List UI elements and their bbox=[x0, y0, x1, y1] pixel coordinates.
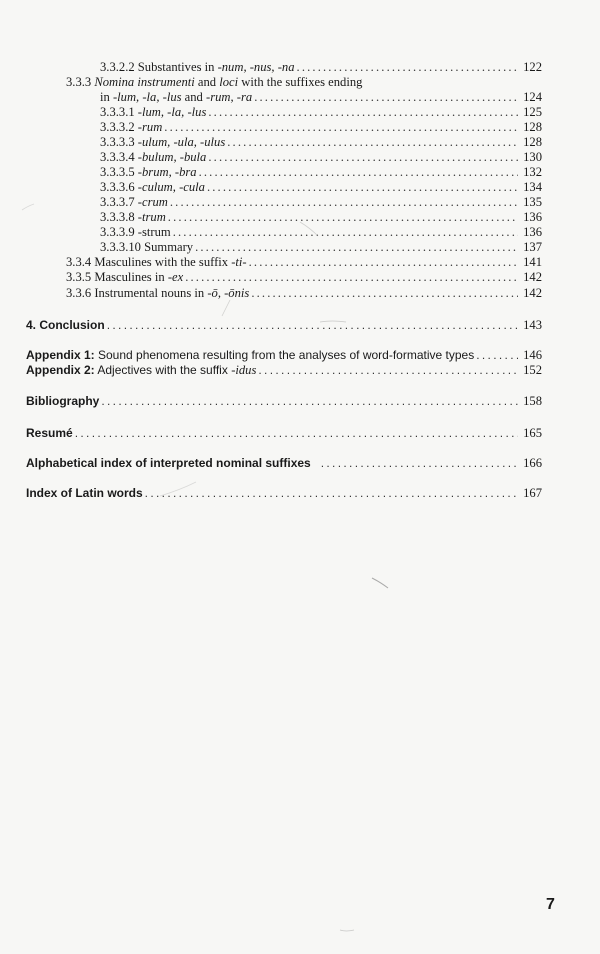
toc-entry-label: 3.3.6 Instrumental nouns in -ō, -ōnis bbox=[66, 286, 250, 300]
toc-entry: 3.3.3 Nomina instrumenti and loci with the suffixes ending bbox=[66, 75, 363, 89]
toc-page-number: 142 bbox=[523, 270, 542, 284]
toc-page-number: 141 bbox=[523, 255, 542, 269]
toc-page-number: 124 bbox=[523, 90, 542, 104]
toc-page-number: 128 bbox=[523, 135, 542, 149]
toc-entry-label: Appendix 2: Adjectives with the suffix -idus bbox=[26, 363, 257, 377]
toc-page-number: 128 bbox=[523, 120, 542, 134]
toc-page-number: 132 bbox=[523, 165, 542, 179]
toc-page-number: 130 bbox=[523, 150, 542, 164]
toc-entry-label: 3.3.4 Masculines with the suffix -ti- bbox=[66, 255, 247, 269]
toc-entry-label: 3.3.3.2 -rum bbox=[100, 120, 163, 134]
toc-page-number: 125 bbox=[523, 105, 542, 119]
toc-page-number: 135 bbox=[523, 195, 542, 209]
toc-page-number: 143 bbox=[523, 318, 542, 332]
toc-page-number: 167 bbox=[523, 486, 542, 500]
toc-entry-label: 3.3.3.4 -bulum, -bula bbox=[100, 150, 207, 164]
toc-page-number: 165 bbox=[523, 426, 542, 440]
toc-page-number: 136 bbox=[523, 225, 542, 239]
toc-page-number: 134 bbox=[523, 180, 542, 194]
toc-entry-label: Index of Latin words bbox=[26, 486, 143, 500]
toc-entry-label: 3.3.3.10 Summary bbox=[100, 240, 194, 254]
toc-entry-label: Bibliography bbox=[26, 394, 100, 408]
toc-entry-label: 3.3.3.9 -strum bbox=[100, 225, 171, 239]
toc-page-number: 136 bbox=[523, 210, 542, 224]
toc-entry-label: 3.3.5 Masculines in -ex bbox=[66, 270, 184, 284]
toc-entry-label: in -lum, -la, -lus and -rum, -ra bbox=[100, 90, 253, 104]
toc-page-number: 142 bbox=[523, 286, 542, 300]
toc-entry-label: 3.3.3.8 -trum bbox=[100, 210, 166, 224]
toc-entry-label: 3.3.3.7 -crum bbox=[100, 195, 168, 209]
toc-entry-label: 3.3.3.1 -lum, -la, -lus bbox=[100, 105, 207, 119]
toc-entry-label: Appendix 1: Sound phenomena resulting from the analyses of word-formative types bbox=[26, 348, 475, 362]
page-number: 7 bbox=[546, 896, 555, 913]
toc-entry-label: 3.3.3.5 -brum, -bra bbox=[100, 165, 197, 179]
toc-page-number: 158 bbox=[523, 394, 542, 408]
toc-page-number: 152 bbox=[523, 363, 542, 377]
toc-entry-label: 3.3.3.6 -culum, -cula bbox=[100, 180, 205, 194]
toc-entry-label: 3.3.3.3 -ulum, -ula, -ulus bbox=[100, 135, 226, 149]
toc-entry-label: 3.3.2.2 Substantives in -num, -nus, -na bbox=[100, 60, 295, 74]
toc-page-number: 137 bbox=[523, 240, 542, 254]
toc-entry-label: Resumé bbox=[26, 426, 73, 440]
toc-page-number: 166 bbox=[523, 456, 542, 470]
toc-page-number: 122 bbox=[523, 60, 542, 74]
toc-entry-label: Alphabetical index of interpreted nominal suffixes bbox=[26, 456, 311, 470]
toc-entry-label: 4. Conclusion bbox=[26, 318, 105, 332]
toc-page-number: 146 bbox=[523, 348, 542, 362]
